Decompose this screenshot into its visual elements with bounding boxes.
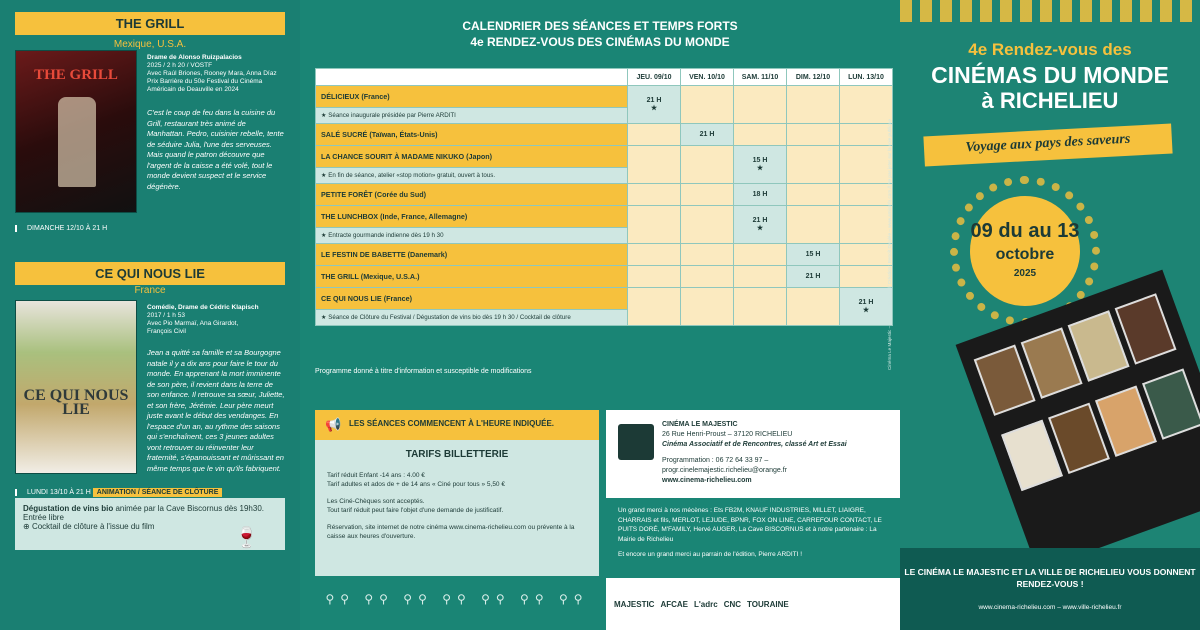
day-header: LUN. 13/10 <box>840 69 893 86</box>
calendar-title <box>300 18 900 50</box>
cover-dates: 09 du au 13 <box>970 220 1080 242</box>
calendar-slot <box>681 288 734 326</box>
calendar-film[interactable]: CE QUI NOUS LIE (France) <box>316 288 628 310</box>
film2-poster[interactable] <box>15 300 137 474</box>
calendar-note-text: Séance de Clôture du Festival / Dégustation de vins bio dès 19 h 30 / Cocktail de clôture <box>328 314 571 321</box>
calendar-slot <box>681 86 734 124</box>
star-icon: ★ <box>321 232 329 239</box>
film1-block <box>15 50 285 220</box>
calendar-slot <box>787 288 840 326</box>
calendar-title-2: 4e RENDEZ-VOUS DES CINÉMAS DU MONDE <box>470 35 730 49</box>
calendar-slot <box>734 146 787 184</box>
slot-time: 15 H <box>752 157 768 164</box>
cinema-label: Cinéma Associatif et de Rencontres, classé Art et Essai <box>662 441 847 448</box>
calendar-slot <box>840 288 893 326</box>
calendar-slot <box>787 184 840 206</box>
calendar-slot <box>840 184 893 206</box>
calendar-slot <box>734 86 787 124</box>
cover-year: 2025 <box>1013 268 1037 279</box>
poster-figure <box>58 97 96 187</box>
calendar-row <box>316 266 893 288</box>
tarifs-box <box>315 440 599 576</box>
slot-time: 21 H <box>805 273 821 280</box>
film1-meta <box>147 54 277 94</box>
day-header: DIM. 12/10 <box>787 69 840 86</box>
film1-info3: Prix Barrière du 50e Festival du Cinéma <box>147 78 263 85</box>
calendar-row <box>316 124 893 146</box>
cover-title-3: à RICHELIEU <box>981 88 1119 113</box>
thanks-text-2: Et encore un grand merci au parrain de l'édition, Pierre ARDITI ! <box>618 551 803 558</box>
calendar-note <box>316 108 628 124</box>
megaphone-icon: 📢 <box>325 417 342 432</box>
film2-title: CE QUI NOUS LIE <box>15 262 285 285</box>
film2-info2: Avec Pio Marmaï, Ana Girardot, <box>147 320 239 327</box>
calendar-slot <box>734 288 787 326</box>
film2-date <box>15 489 222 496</box>
film1-info4: Américain de Deauville en 2024 <box>147 86 239 93</box>
calendar-row <box>316 244 893 266</box>
calendar-note-text: En fin de séance, atelier «stop motion» gratuit, ouvert à tous. <box>328 172 496 179</box>
calendar-film[interactable]: THE LUNCHBOX (Inde, France, Allemagne) <box>316 206 628 228</box>
calendar-slot <box>734 124 787 146</box>
film2-genre: Comédie, Drame de Cédric Klapisch <box>147 304 259 311</box>
film2-block <box>15 300 285 480</box>
middle-panel <box>300 0 900 630</box>
calendar-row <box>316 86 893 108</box>
calendar-slot <box>787 266 840 288</box>
decor-banner <box>900 0 1200 22</box>
calendar-header-row <box>316 69 893 86</box>
star-icon: ★ <box>756 165 764 172</box>
calendar-slot <box>628 146 681 184</box>
calendar-slot <box>628 124 681 146</box>
star-icon: ★ <box>756 225 764 232</box>
calendar-slot <box>628 266 681 288</box>
day-header: VEN. 10/10 <box>681 69 734 86</box>
calendar-slot <box>681 184 734 206</box>
calendar-film[interactable]: SALÉ SUCRÉ (Taïwan, États-Unis) <box>316 124 628 146</box>
film2-date-text: LUNDI 13/10 À 21 H <box>27 489 91 496</box>
day-header: JEU. 09/10 <box>628 69 681 86</box>
slot-time: 18 H <box>752 191 768 198</box>
credits-vertical: Cinéma Le Majestic – Ville de Richelieu // Création : Benoît Delalée – www.amisinfo.com // Ne pas jeter sur la voie publique <box>887 119 892 370</box>
calendar-slot <box>681 244 734 266</box>
calendar-slot <box>681 266 734 288</box>
slot-time: 21 H <box>646 97 662 104</box>
calendar-note-text: Séance inaugurale présidée par Pierre ARDITI <box>328 112 456 119</box>
slot-time: 21 H <box>858 299 874 306</box>
film1-genre: Drame de Alonso Ruizpalacios <box>147 54 242 61</box>
calendar-note <box>316 228 628 244</box>
slot-time: 15 H <box>805 251 821 258</box>
thanks-text: Un grand merci à nos mécènes : Ets FB2M, KNAUF INDUSTRIES, MILLET, LIAIGRE, CHARRAIS et fils, MERLOT, LEJUDE, BPNR, FOX ON LINE, CARREFOUR CONTACT, LE PUITS DORÉ, M'FAMILY, Hervé AUGER, La Cave BISCORNUS et à notre partenaire : La Mairie de Richelieu <box>618 507 882 543</box>
calendar-slot <box>628 244 681 266</box>
film2-meta <box>147 304 259 336</box>
calendar-row <box>316 146 893 168</box>
film1-poster[interactable] <box>15 50 137 213</box>
film1-poster-title: THE GRILL <box>34 67 118 83</box>
calendar-film[interactable]: DÉLICIEUX (France) <box>316 86 628 108</box>
seances-text: LES SÉANCES COMMENCENT À L'HEURE INDIQUÉE. <box>349 419 555 428</box>
cinema-site[interactable]: www.cinema-richelieu.com <box>662 477 752 484</box>
slot-time: 21 H <box>752 217 768 224</box>
cloture-text: animée par la Cave Biscornus dès 19h30. <box>115 504 264 513</box>
logo-adrc: L'adrc <box>694 599 718 609</box>
film1-date <box>15 225 107 232</box>
calendar-slot <box>734 184 787 206</box>
calendar-slot <box>787 124 840 146</box>
calendar-row <box>316 206 893 228</box>
calendar-film[interactable]: LE FESTIN DE BABETTE (Danemark) <box>316 244 628 266</box>
calendar-title-1: CALENDRIER DES SÉANCES ET TEMPS FORTS <box>462 19 738 33</box>
calendar-film[interactable]: LA CHANCE SOURIT À MADAME NIKUKO (Japon) <box>316 146 628 168</box>
calendar-slot <box>628 206 681 244</box>
calendar-slot <box>840 124 893 146</box>
logo-touraine: TOURAINE <box>747 599 789 609</box>
calendar-slot <box>681 146 734 184</box>
calendar-slot <box>681 124 734 146</box>
calendar-slot <box>787 244 840 266</box>
cover-panel <box>900 0 1200 630</box>
calendar-note-text: Entracte gourmande indienne dès 19 h 30 <box>328 232 444 239</box>
cover-title-2: CINÉMAS DU MONDE <box>931 62 1169 88</box>
tarifs-title: TARIFS BILLETTERIE <box>405 449 509 460</box>
film1-date-text: DIMANCHE 12/10 À 21 H <box>27 225 108 232</box>
logo-majestic: MAJESTIC <box>614 599 655 609</box>
cinema-address: 26 Rue Henri-Proust – 37120 RICHELIEU <box>662 431 793 438</box>
calendar-slot <box>840 266 893 288</box>
cutlery-icon: ⚲⚲ ⚲⚲ ⚲⚲ ⚲⚲ ⚲⚲ ⚲⚲ ⚲⚲ <box>325 592 589 606</box>
cover-urls[interactable]: www.cinema-richelieu.com – www.ville-richelieu.fr <box>978 604 1122 611</box>
calendar-film[interactable]: PETITE FORÊT (Corée du Sud) <box>316 184 628 206</box>
film2-info1: 2017 / 1 h 53 <box>147 312 185 319</box>
calendar-slot <box>628 184 681 206</box>
film1-synopsis: C'est le coup de feu dans la cuisine du Grill, restaurant très animé de Manhattan. Pedro, cuisinier rebelle, tente de séduire Julia, l'une des serveuses. Mais quand le patron découvre que l'argent de la caisse a été volé, tout le monde devient suspect et le service dégénère. <box>147 108 284 191</box>
calendar-slot <box>628 288 681 326</box>
film2-info3: François Civil <box>147 328 187 335</box>
calendar-slot <box>840 146 893 184</box>
cover-bottom-text: LE CINÉMA LE MAJESTIC ET LA VILLE DE RICHELIEU VOUS DONNENT RENDEZ-VOUS ! <box>904 567 1196 589</box>
tarif-line2: Tarif adultes et ados de + de 14 ans « Ciné pour tous » 5,50 € <box>327 481 505 488</box>
film2-date-tag: ANIMATION / SÉANCE DE CLÔTURE <box>93 488 223 497</box>
calendar-slot <box>628 86 681 124</box>
thanks-box <box>606 498 900 578</box>
calendar-row <box>316 288 893 310</box>
cinema-logo-icon <box>618 424 654 460</box>
film2-poster-title: CE QUI NOUS LIE <box>23 387 129 418</box>
calendar-slot <box>734 244 787 266</box>
program-footnote: Programme donné à titre d'information et susceptible de modifications <box>315 368 532 375</box>
slot-time: 21 H <box>699 131 715 138</box>
cloture-entry: Entrée libre <box>23 513 64 522</box>
calendar-slot <box>840 244 893 266</box>
film2-synopsis: Jean a quitté sa famille et sa Bourgogne natale il y a dix ans pour faire le tour du monde. En apprenant la mort imminente de son père, il revient dans la terre de son enfance. Il retrouve sa sœur, Juliette, et son frère, Jérémie. Leur père meurt juste avant le début des vendanges. En l'espace d'un an, au rythme des saisons qui s'enchaînent, ces 3 jeunes adultes vont retrouver ou réinventer leur fraternité, s'épanouissant et mûrissant en même temps que le vin qu'ils fabriquent. <box>147 348 285 473</box>
cover-title-1: 4e Rendez-vous des <box>968 40 1132 59</box>
calendar-note <box>316 310 628 326</box>
star-icon: ★ <box>321 112 329 119</box>
calendar-slot <box>734 206 787 244</box>
cloture-bold: Dégustation de vins bio <box>23 504 114 513</box>
star-icon: ★ <box>321 172 329 179</box>
cinema-prog[interactable]: Programmation : 06 72 64 33 97 – progr.cinelemajestic.richelieu@orange.fr <box>662 457 787 474</box>
tarif-line1: Tarif réduit Enfant -14 ans : 4.00 € <box>327 472 425 479</box>
calendar-slot <box>840 86 893 124</box>
calendar-table <box>315 68 893 326</box>
film1-title: THE GRILL <box>15 12 285 35</box>
film1-country: Mexique, U.S.A. <box>113 39 187 50</box>
tarif-line5: Réservation, site internet de notre cinéma www.cinema-richelieu.com ou prévente à la caisse aux heures d'ouverture. <box>327 524 575 540</box>
partner-logos <box>606 578 900 630</box>
cover-month: octobre <box>995 246 1055 263</box>
seances-banner <box>315 410 599 440</box>
logo-cnc: CNC <box>723 599 742 609</box>
calendar-slot <box>787 206 840 244</box>
calendar-slot <box>787 146 840 184</box>
calendar-slot <box>787 86 840 124</box>
date-sun <box>970 196 1080 306</box>
film1-info2: Avec Raúl Briones, Rooney Mara, Anna Díaz <box>147 70 277 77</box>
calendar-slot <box>681 206 734 244</box>
cover-bottom <box>900 548 1200 630</box>
film1-info1: 2025 / 2 h 20 / VOSTF <box>147 62 213 69</box>
cloture-cocktail: Cocktail de clôture à l'issue du film <box>31 522 155 531</box>
day-header: SAM. 11/10 <box>734 69 787 86</box>
cinema-info <box>606 410 900 498</box>
calendar-note <box>316 168 628 184</box>
cinema-name: CINÉMA LE MAJESTIC <box>662 421 738 428</box>
calendar-slot <box>734 266 787 288</box>
cover-tagline: Voyage aux pays des saveurs <box>923 124 1172 167</box>
left-panel <box>0 0 300 630</box>
calendar-row <box>316 184 893 206</box>
calendar-film[interactable]: THE GRILL (Mexique, U.S.A.) <box>316 266 628 288</box>
star-icon: ★ <box>650 105 658 112</box>
tarif-line4: Tout tarif réduit peut faire l'objet d'une demande de justificatif. <box>327 507 504 514</box>
star-icon: ★ <box>321 314 329 321</box>
plus-icon: ⊕ <box>23 522 32 531</box>
tarif-line3: Les Ciné-Chèques sont acceptés. <box>327 498 425 505</box>
calendar-corner <box>316 69 628 86</box>
wine-icon: 🍷 <box>234 527 259 549</box>
calendar-slot <box>840 206 893 244</box>
film2-country: France <box>134 285 166 296</box>
logo-afcae: AFCAE <box>660 599 689 609</box>
star-icon: ★ <box>862 307 870 314</box>
